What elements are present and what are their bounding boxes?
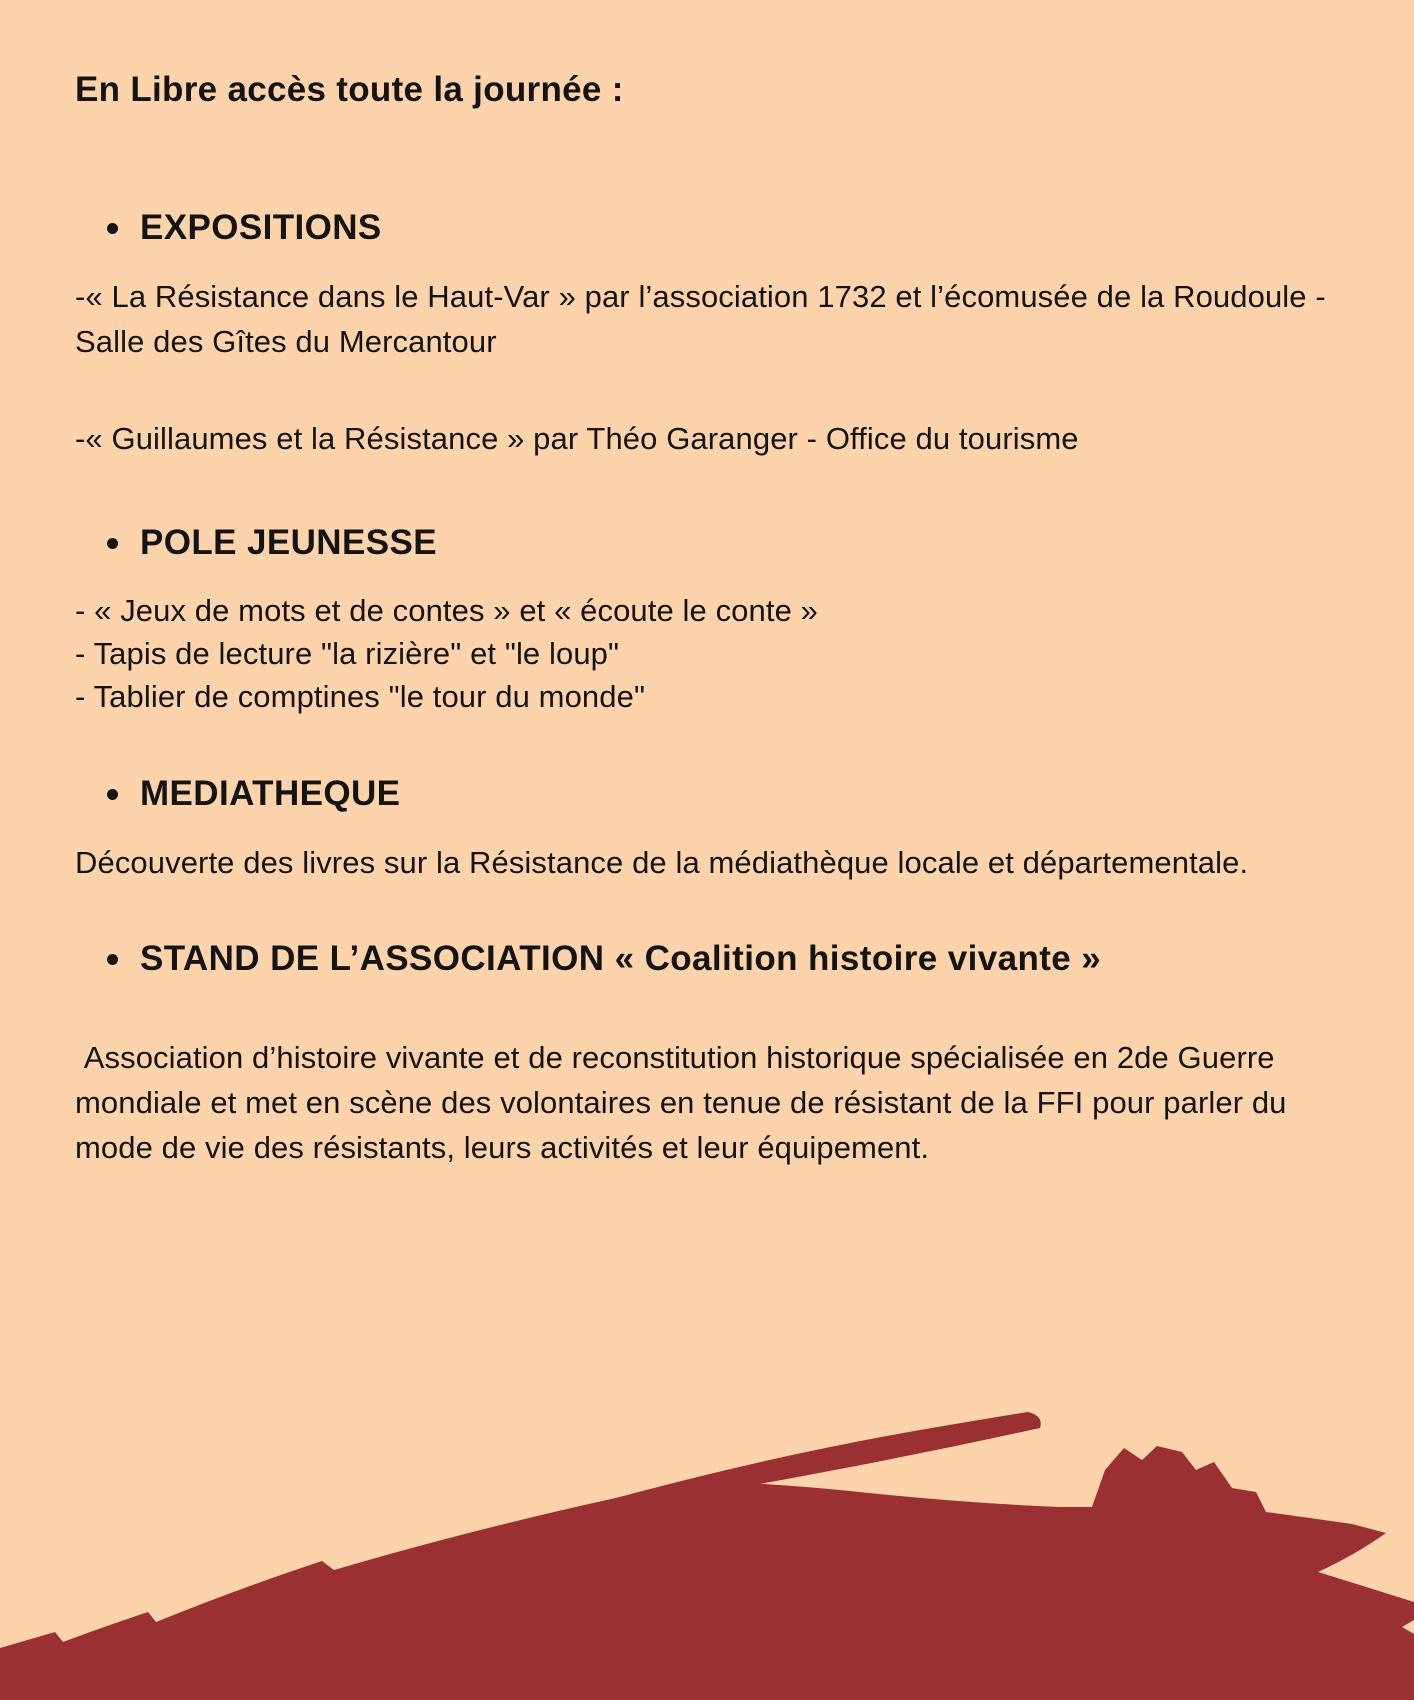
paragraph: Découverte des livres sur la Résistance de la médiathèque locale et départementale.	[75, 845, 1249, 880]
paragraph: -« Guillaumes et la Résistance » par Théo Garanger - Office du tourisme	[75, 421, 1079, 456]
section-heading: EXPOSITIONS	[140, 208, 382, 247]
bullet-icon	[107, 223, 118, 234]
paint-brush-stroke	[0, 1370, 1414, 1700]
section-pole-jeunesse	[75, 523, 1344, 718]
section-heading: POLE JEUNESSE	[140, 523, 437, 562]
bullet-icon	[107, 789, 118, 800]
section-heading-row	[75, 523, 1344, 563]
section-heading-row	[75, 774, 1344, 814]
list-item: - Tablier de comptines "le tour du monde"	[75, 679, 646, 714]
bullet-icon	[107, 954, 118, 965]
section-heading-row	[75, 208, 1344, 248]
activity-list	[75, 589, 1344, 718]
section-heading-row	[75, 939, 1344, 979]
section-expositions	[75, 208, 1344, 461]
list-item: - « Jeux de mots et de contes » et « écoute le conte »	[75, 593, 818, 628]
section-mediatheque	[75, 774, 1344, 885]
paragraph: Association d’histoire vivante et de reconstitution historique spécialisée en 2de Guerre mondiale et met en scène des volontaires en tenue de résistant de la FFI pour parler du mode de vie des résistants, leurs activités et leur équipement.	[75, 1040, 1296, 1165]
page-title: En Libre accès toute la journée :	[75, 70, 624, 109]
paragraph: -« La Résistance dans le Haut-Var » par l’association 1732 et l’écomusée de la Roudoule - Salle des Gîtes du Mercantour	[75, 279, 1335, 359]
section-heading: STAND DE L’ASSOCIATION « Coalition histoire vivante »	[140, 939, 1102, 978]
list-item: - Tapis de lecture "la rizière" et "le loup"	[75, 636, 620, 671]
section-heading: MEDIATHEQUE	[140, 774, 401, 813]
bullet-icon	[107, 538, 118, 549]
section-stand-association	[75, 939, 1344, 1170]
